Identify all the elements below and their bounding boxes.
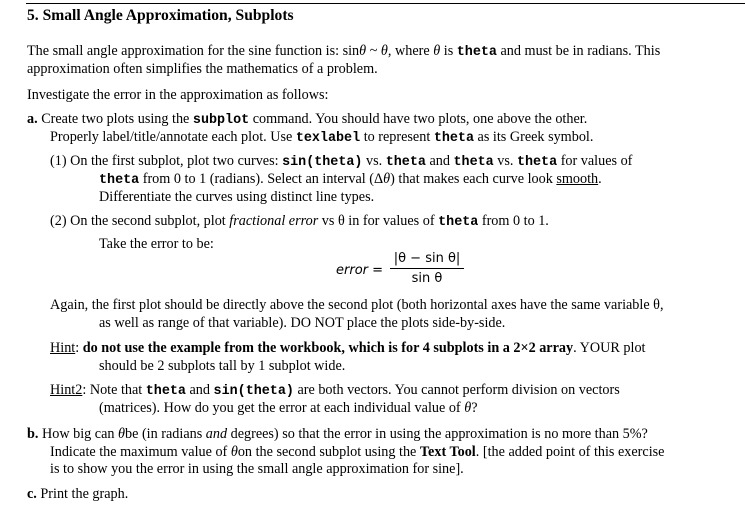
text: to represent [360,129,434,145]
text: How big can [38,426,119,442]
text: from 0 to 1. [478,213,549,229]
text: ) that makes each curve look [390,171,557,187]
intro-line-3: Investigate the error in the approximation as follows: [27,87,329,103]
code-theta: theta [433,131,474,146]
theta-symbol: θ [383,171,391,187]
subpart-1-line-3: Differentiate the curves using distinct line types. [99,189,375,205]
part-b-label: b. [27,426,39,442]
smooth-underlined: smooth [556,171,599,187]
text: : [75,340,83,356]
theta-symbol: θ [433,43,441,59]
part-a-label: a. [27,111,38,127]
intro-line-2: approximation often simplifies the mathematics of a problem. [27,61,378,77]
hint-label: Hint [50,340,76,356]
text: degrees) so that the error in using the approximation is no more than 5%? [227,426,648,442]
subpart-2-line-2: Take the error to be: [99,236,214,252]
text: be (in radians [125,426,206,442]
text: . [598,171,602,187]
code-texlabel: texlabel [295,131,361,146]
code-theta: theta [438,215,479,230]
code-theta: theta [385,155,426,170]
theta-symbol: θ [380,43,388,59]
hint2-line-1 [50,382,620,400]
again-line-2: as well as range of that variable). DO NOT place the plots side-by-side. [99,315,506,331]
text: (matrices). How do you get the error at each individual value of [99,400,465,416]
subpart-1-line-1 [50,153,632,171]
theta-symbol: θ [359,43,367,59]
hint-line-1 [50,340,645,357]
text: on the second subplot using the [237,444,420,460]
part-c-line [27,486,128,503]
subpart-1-line-2 [99,171,602,189]
text: ? [471,400,478,416]
intro-text: is [440,43,457,59]
again-line-1: Again, the first plot should be directly above the second plot (both horizontal axes have the same variable θ, [50,297,664,313]
theta-symbol: θ [230,444,238,460]
text: Properly label/title/annotate each plot. Use [50,129,296,145]
part-c-label: c. [27,486,37,502]
hint-bold-text: do not use the example from the workbook, which is for 4 subplots in a 2×2 array [82,340,574,356]
intro-text: , where [387,43,434,59]
text: from 0 to 1 (radians). Select an interval (Δ [139,171,384,187]
error-formula [388,251,466,286]
theta-symbol: θ [118,426,126,442]
formula-denominator: sin θ [411,271,443,286]
code-theta: theta [145,384,186,399]
intro-line-1 [27,43,660,61]
text: for values of [557,153,633,169]
hint2-line-2 [99,400,478,417]
text: vs. [493,153,517,169]
part-b-line-3: is to show you the error in using the small angle approximation for sine]. [50,461,464,477]
text: and [425,153,454,169]
intro-text: and must be in radians. This [496,43,661,59]
text: Indicate the maximum value of [50,444,231,460]
text: command. You should have two plots, one above the other. [249,111,588,127]
intro-text: The small angle approximation for the sine function is: sin [27,43,360,59]
hint-line-2: should be 2 subplots tall by 1 subplot wide. [99,358,346,374]
text: and [185,382,214,398]
top-rule [26,3,745,4]
part-b-line-2 [50,444,664,461]
part-a-line-2 [50,129,593,147]
fractional-error-italic: fractional error [229,213,319,229]
code-sin-theta: sin(theta) [282,155,363,170]
formula-lhs: error = [336,263,384,278]
section-heading: 5. Small Angle Approximation, Subplots [27,7,294,24]
part-b-line-1 [27,426,648,443]
text: (2) On the second subplot, plot [50,213,230,229]
code-theta: theta [453,155,494,170]
text: vs. [362,153,386,169]
and-italic: and [205,426,228,442]
text: . YOUR plot [573,340,646,356]
formula-numerator: |θ − sin θ| [393,251,461,266]
approx-symbol: ~ [366,43,381,59]
part-a-line-1 [27,111,587,129]
code-sin-theta: sin(theta) [213,384,294,399]
text: . [the added point of this exercise [475,444,665,460]
text: : Note that [82,382,146,398]
text: Create two plots using the [37,111,193,127]
theta-symbol: θ [464,400,472,416]
text-tool-bold: Text Tool [419,444,476,460]
subpart-2-line-1 [50,213,549,231]
text: vs θ in for values of [318,213,439,229]
code-theta: theta [516,155,558,170]
hint2-label: Hint2 [50,382,83,398]
text: Print the graph. [36,486,129,502]
text: are both vectors. You cannot perform division on vectors [293,382,620,398]
code-theta: theta [456,45,497,60]
text: as its Greek symbol. [474,129,594,145]
text: (1) On the first subplot, plot two curves: [50,153,283,169]
code-theta: theta [99,173,140,188]
code-subplot: subplot [192,113,250,128]
